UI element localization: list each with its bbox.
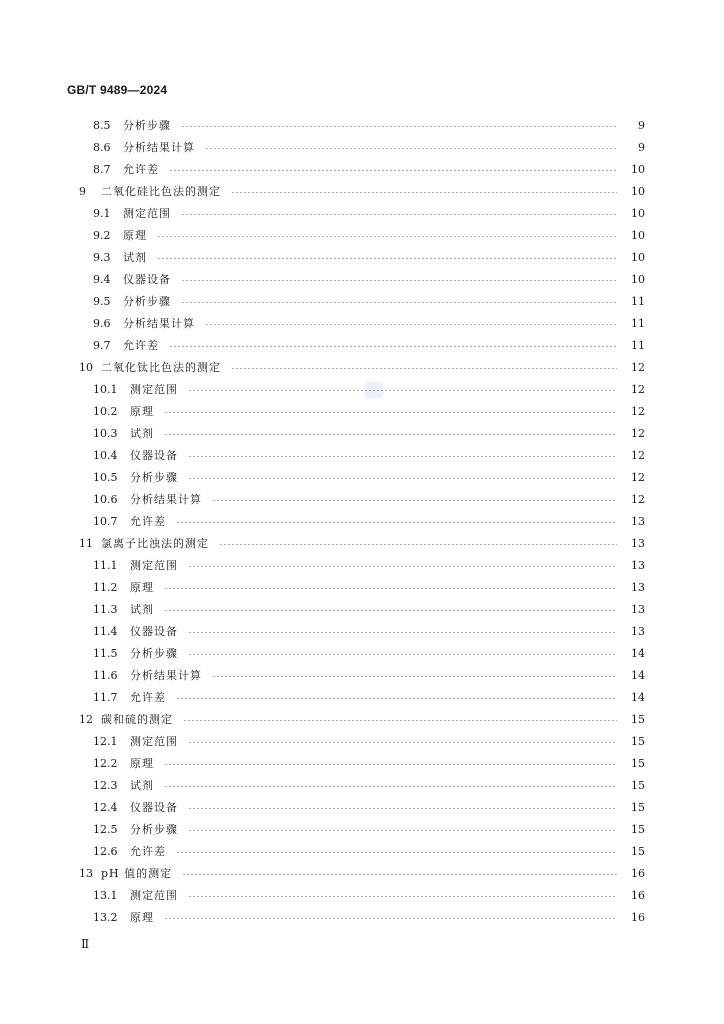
toc-entry-number: 9.6 (93, 316, 111, 330)
toc-entry-number: 11.4 (93, 624, 118, 638)
toc-entry-page: 10 (631, 250, 645, 264)
dot-leader (169, 346, 617, 347)
toc-entry[interactable] (0, 224, 645, 246)
toc-entry-page: 9 (638, 118, 645, 132)
toc-entry-number: 12.6 (93, 844, 118, 858)
toc-entry[interactable] (0, 334, 645, 356)
toc-entry-page: 11 (631, 338, 645, 352)
toc-entry[interactable] (0, 378, 645, 400)
toc-entry-page: 12 (631, 470, 645, 484)
toc-entry[interactable] (0, 202, 645, 224)
toc-entry-page: 13 (631, 602, 645, 616)
toc-entry-title: 仪器设备 (130, 800, 178, 814)
toc-entry[interactable] (0, 576, 645, 598)
toc-entry-number: 10.7 (93, 514, 118, 528)
toc-entry-title: 原理 (130, 756, 154, 770)
toc-entry-number: 8.5 (93, 118, 111, 132)
toc-entry-number: 12.4 (93, 800, 118, 814)
toc-entry-number: 11.7 (93, 690, 118, 704)
toc-entry-page: 11 (631, 294, 645, 308)
toc-entry[interactable] (0, 664, 645, 686)
dot-leader (176, 698, 617, 699)
dot-leader (164, 918, 617, 919)
dot-leader (188, 478, 617, 479)
toc-entry[interactable] (0, 488, 645, 510)
toc-entry-number: 8.7 (93, 162, 111, 176)
toc-entry-title: 仪器设备 (130, 624, 178, 638)
toc-entry[interactable] (0, 840, 645, 862)
toc-entry-number: 10.3 (93, 426, 118, 440)
toc-entry-number: 9.2 (93, 228, 111, 242)
dot-leader (181, 214, 617, 215)
toc-entry-page: 15 (631, 756, 645, 770)
toc-entry[interactable] (0, 796, 645, 818)
toc-entry-title: 试剂 (130, 426, 154, 440)
toc-entry[interactable] (0, 268, 645, 290)
toc-entry-title: 原理 (130, 404, 154, 418)
toc-entry-title: 氯离子比浊法的测定 (101, 536, 209, 550)
toc-entry-page: 15 (631, 844, 645, 858)
toc-entry-number: 8.6 (93, 140, 111, 154)
dot-leader (157, 236, 617, 237)
toc-entry[interactable] (0, 598, 645, 620)
toc-entry-number: 9.4 (93, 272, 111, 286)
toc-entry-title: 分析结果计算 (130, 668, 202, 682)
dot-leader (231, 192, 617, 193)
toc-entry-title: 分析步骤 (123, 118, 171, 132)
dot-leader (188, 456, 617, 457)
dot-leader (164, 412, 617, 413)
toc-entry-title: 允许差 (123, 162, 159, 176)
toc-entry-number: 12.5 (93, 822, 118, 836)
toc-entry-page: 14 (631, 646, 645, 660)
toc-entry[interactable] (0, 246, 645, 268)
dot-leader (188, 632, 617, 633)
dot-leader (188, 390, 617, 391)
toc-entry-page: 12 (631, 404, 645, 418)
toc-entry-page: 14 (631, 668, 645, 682)
toc-entry[interactable] (0, 422, 645, 444)
toc-entry-title: 试剂 (123, 250, 147, 264)
toc-entry-number: 10.1 (93, 382, 118, 396)
toc-entry[interactable] (0, 312, 645, 334)
toc-entry[interactable] (0, 686, 645, 708)
toc-entry-number: 11.2 (93, 580, 118, 594)
toc-entry[interactable] (0, 730, 645, 752)
toc-entry-number: 12.3 (93, 778, 118, 792)
page-number-footer: Ⅱ (81, 937, 90, 951)
dot-leader (176, 852, 617, 853)
toc-entry-page: 13 (631, 624, 645, 638)
toc-entry-number: 10.6 (93, 492, 118, 506)
toc-entry-title: 分析步骤 (123, 294, 171, 308)
toc-entry-title: 原理 (130, 910, 154, 924)
toc-entry-number: 11 (79, 536, 93, 550)
dot-leader (212, 500, 617, 501)
toc-entry-page: 15 (631, 712, 645, 726)
toc-entry-title: 仪器设备 (123, 272, 171, 286)
toc-entry[interactable] (0, 114, 645, 136)
toc-entry-number: 11.5 (93, 646, 118, 660)
dot-leader (212, 676, 617, 677)
toc-entry[interactable] (0, 906, 645, 928)
toc-entry-title: 试剂 (130, 602, 154, 616)
toc-entry-title: 允许差 (130, 514, 166, 528)
toc-entry-number: 13 (79, 866, 93, 880)
toc-entry-page: 12 (631, 492, 645, 506)
toc-entry-title: 分析结果计算 (123, 316, 195, 330)
toc-entry[interactable] (0, 818, 645, 840)
toc-entry-page: 16 (631, 866, 645, 880)
dot-leader (176, 522, 617, 523)
toc-entry[interactable] (0, 290, 645, 312)
toc-entry-title: 测定范围 (130, 734, 178, 748)
dot-leader (188, 742, 617, 743)
toc-entry-number: 9.5 (93, 294, 111, 308)
toc-entry-page: 9 (638, 140, 645, 154)
toc-entry-page: 13 (631, 514, 645, 528)
toc-entry-page: 10 (631, 206, 645, 220)
toc-entry-title: 试剂 (130, 778, 154, 792)
toc-entry[interactable] (0, 356, 645, 378)
dot-leader (164, 786, 617, 787)
toc-entry-page: 13 (631, 536, 645, 550)
toc-entry-title: 仪器设备 (130, 448, 178, 462)
toc-entry[interactable] (0, 510, 645, 532)
toc-entry[interactable] (0, 136, 645, 158)
toc-entry-title: 测定范围 (130, 888, 178, 902)
toc-entry-number: 9 (79, 184, 86, 198)
toc-entry-page: 10 (631, 184, 645, 198)
dot-leader (164, 764, 617, 765)
standard-code-header: GB/T 9489—2024 (67, 83, 168, 97)
toc-entry-page: 16 (631, 910, 645, 924)
dot-leader (157, 258, 617, 259)
dot-leader (169, 170, 617, 171)
toc-entry-number: 9.7 (93, 338, 111, 352)
toc-entry[interactable] (0, 532, 645, 554)
toc-entry-title: pH 值的测定 (101, 866, 173, 880)
toc-entry-number: 12 (79, 712, 93, 726)
toc-entry-page: 11 (631, 316, 645, 330)
toc-entry-page: 12 (631, 382, 645, 396)
dot-leader (183, 720, 617, 721)
toc-entry[interactable] (0, 884, 645, 906)
toc-entry[interactable] (0, 642, 645, 664)
dot-leader (205, 324, 617, 325)
toc-entry-title: 二氧化钛比色法的测定 (101, 360, 221, 374)
toc-entry[interactable] (0, 180, 645, 202)
toc-entry-number: 10.2 (93, 404, 118, 418)
dot-leader (181, 302, 617, 303)
toc-entry-page: 15 (631, 800, 645, 814)
toc-entry-page: 13 (631, 580, 645, 594)
toc-entry-number: 10 (79, 360, 93, 374)
toc-entry-number: 10.4 (93, 448, 118, 462)
dot-leader (188, 566, 617, 567)
toc-entry-title: 测定范围 (123, 206, 171, 220)
toc-entry-title: 分析结果计算 (123, 140, 195, 154)
toc-entry-title: 二氧化硅比色法的测定 (101, 184, 221, 198)
dot-leader (181, 280, 617, 281)
dot-leader (231, 368, 617, 369)
toc-entry-page: 15 (631, 734, 645, 748)
toc-entry-number: 11.3 (93, 602, 118, 616)
toc-entry[interactable] (0, 752, 645, 774)
toc-entry[interactable] (0, 774, 645, 796)
dot-leader (188, 896, 617, 897)
toc-entry-page: 12 (631, 360, 645, 374)
toc-entry-page: 13 (631, 558, 645, 572)
dot-leader (182, 874, 617, 875)
toc-entry-title: 测定范围 (130, 558, 178, 572)
toc-entry-page: 14 (631, 690, 645, 704)
toc-entry-number: 11.1 (93, 558, 118, 572)
dot-leader (219, 544, 617, 545)
toc-entry-title: 允许差 (123, 338, 159, 352)
toc-entry[interactable] (0, 158, 645, 180)
dot-leader (188, 654, 617, 655)
toc-entry-page: 10 (631, 162, 645, 176)
toc-entry-title: 分析步骤 (130, 470, 178, 484)
dot-leader (205, 148, 617, 149)
toc-entry-title: 原理 (130, 580, 154, 594)
dot-leader (164, 434, 617, 435)
toc-entry-number: 11.6 (93, 668, 118, 682)
toc-entry-page: 12 (631, 426, 645, 440)
toc-entry[interactable] (0, 862, 645, 884)
toc-entry-title: 允许差 (130, 690, 166, 704)
toc-entry[interactable] (0, 554, 645, 576)
toc-entry-number: 13.2 (93, 910, 118, 924)
toc-entry-number: 10.5 (93, 470, 118, 484)
toc-entry-number: 12.1 (93, 734, 118, 748)
toc-entry-title: 分析结果计算 (130, 492, 202, 506)
toc-entry-title: 原理 (123, 228, 147, 242)
dot-leader (188, 830, 617, 831)
toc-entry-number: 13.1 (93, 888, 118, 902)
dot-leader (188, 808, 617, 809)
toc-entry-page: 10 (631, 228, 645, 242)
toc-entry-page: 12 (631, 448, 645, 462)
dot-leader (181, 126, 617, 127)
toc-entry-number: 9.1 (93, 206, 111, 220)
toc-entry-page: 10 (631, 272, 645, 286)
toc-entry-title: 分析步骤 (130, 822, 178, 836)
toc-entry-title: 测定范围 (130, 382, 178, 396)
toc-entry-page: 15 (631, 778, 645, 792)
toc-entry-title: 允许差 (130, 844, 166, 858)
dot-leader (164, 610, 617, 611)
toc-entry-title: 碳和硫的测定 (101, 712, 173, 726)
dot-leader (164, 588, 617, 589)
toc-entry[interactable] (0, 466, 645, 488)
toc-entry[interactable] (0, 400, 645, 422)
toc-entry-title: 分析步骤 (130, 646, 178, 660)
toc-entry[interactable] (0, 708, 645, 730)
toc-entry[interactable] (0, 444, 645, 466)
toc-entry-number: 12.2 (93, 756, 118, 770)
toc-entry[interactable] (0, 620, 645, 642)
toc-entry-page: 15 (631, 822, 645, 836)
toc-entry-page: 16 (631, 888, 645, 902)
toc-entry-number: 9.3 (93, 250, 111, 264)
